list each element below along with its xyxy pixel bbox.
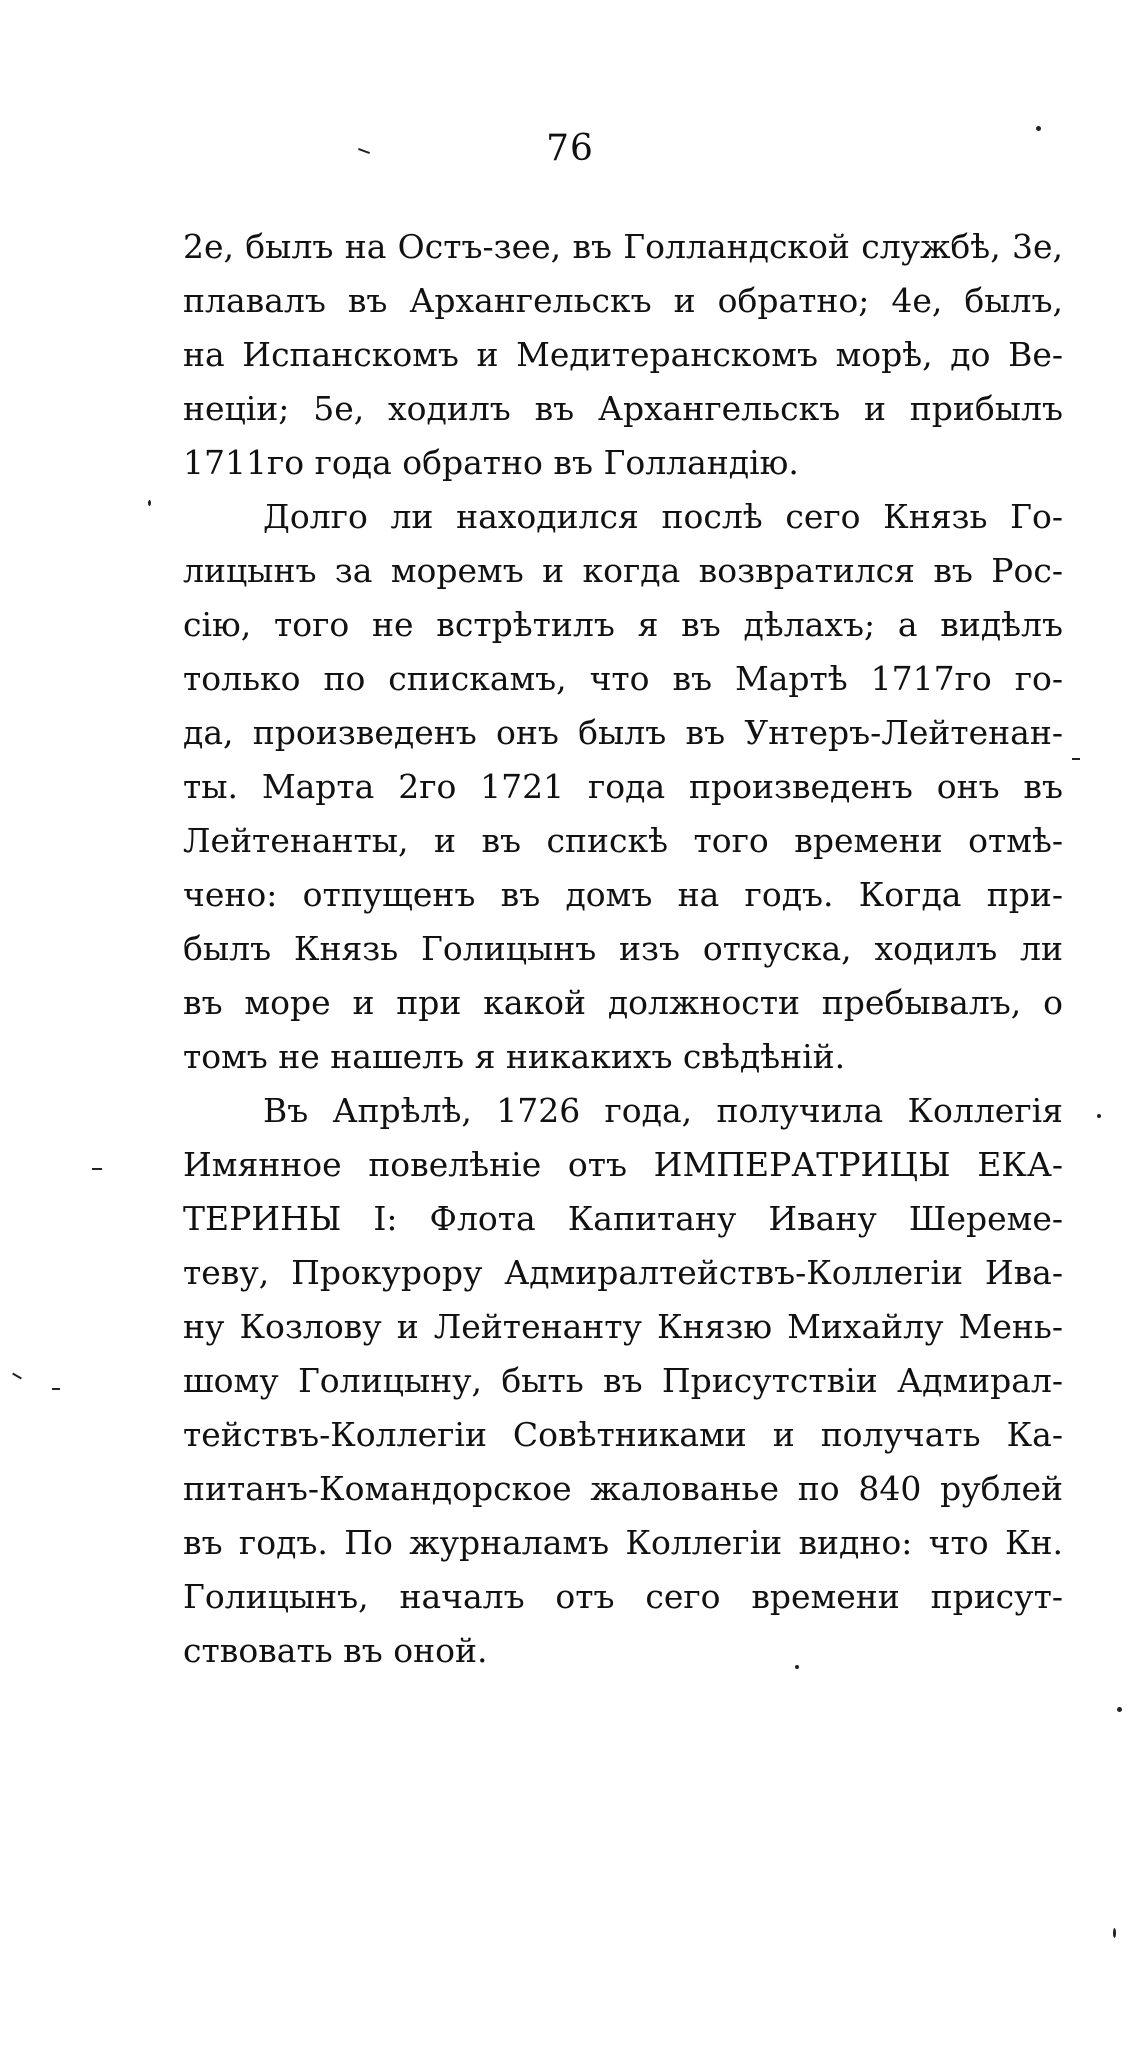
paragraph-2 [183, 490, 1063, 1084]
scan-speck [1097, 1114, 1101, 1118]
text-line: Въ Апрѣлѣ, 1726 года, получила Коллегія [263, 1091, 1063, 1130]
text-line: только по спискамъ, что въ Мартѣ 1717го го- [183, 659, 1063, 698]
text-line: ствовать въ оной. [183, 1631, 488, 1670]
scan-speck [1113, 1928, 1116, 1938]
text-line: шому Голицыну, быть въ Присутствіи Адмирал- [183, 1361, 1063, 1400]
text-line: въ годъ. По журналамъ Коллегіи видно: что Кн. [183, 1523, 1063, 1562]
text-line: въ море и при какой должности пребывалъ, о [183, 983, 1063, 1022]
text-line: да, произведенъ онъ былъ въ Унтеръ-Лейтенан- [183, 713, 1063, 752]
scan-mark [12, 1373, 22, 1380]
text-line: неціи; 5е, ходилъ въ Архангельскъ и прибылъ [183, 389, 1063, 428]
text-line: лицынъ за моремъ и когда возвратился въ Рос- [183, 551, 1063, 590]
body-text [183, 220, 1063, 1678]
text-line: Лейтенанты, и въ спискѣ того времени отмѣ- [183, 821, 1063, 860]
text-line: тействъ-Коллегіи Совѣтниками и получать Ка- [183, 1415, 1063, 1454]
text-line: 1711го года обратно въ Голландію. [183, 443, 799, 482]
text-line: питанъ-Командорское жалованье по 840 рублей [183, 1469, 1063, 1508]
text-line: теву, Прокурору Адмиралтействъ-Коллегіи Ива- [183, 1253, 1063, 1292]
text-line: ну Козлову и Лейтенанту Князю Михайлу Мень- [183, 1307, 1063, 1346]
scan-speck [1117, 1707, 1122, 1712]
text-line: былъ Князь Голицынъ изъ отпуска, ходилъ ли [183, 929, 1063, 968]
text-line: ТЕРИНЫ I: Флота Капитану Ивану Шереме- [183, 1199, 1063, 1238]
scan-speck [148, 500, 151, 506]
text-line: ты. Марта 2го 1721 года произведенъ онъ въ [183, 767, 1063, 806]
page-number: 76 [546, 128, 594, 169]
scan-mark [92, 1168, 102, 1170]
paragraph-3 [183, 1084, 1063, 1678]
text-line: Долго ли находился послѣ сего Князь Го- [263, 497, 1063, 536]
scan-mark [1072, 758, 1080, 760]
text-line: сію, того не встрѣтилъ я въ дѣлахъ; а видѣлъ [183, 605, 1063, 644]
text-line: чено: отпущенъ въ домъ на годъ. Когда при- [183, 875, 1063, 914]
scan-mark [52, 1388, 60, 1390]
text-line: 2е, былъ на Остъ-зее, въ Голландской службѣ, 3е, [183, 227, 1063, 266]
text-line: плавалъ въ Архангельскъ и обратно; 4е, былъ, [183, 281, 1063, 320]
text-line: Имянное повелѣніе отъ ИМПЕРАТРИЦЫ ЕКА- [183, 1145, 1063, 1184]
text-line: томъ не нашелъ я никакихъ свѣдѣній. [183, 1037, 846, 1076]
text-line: Голицынъ, началъ отъ сего времени присут- [183, 1577, 1063, 1616]
text-line: на Испанскомъ и Медитеранскомъ морѣ, до Ве- [183, 335, 1063, 374]
scan-speck [1036, 126, 1041, 131]
paragraph-1 [183, 220, 1063, 490]
